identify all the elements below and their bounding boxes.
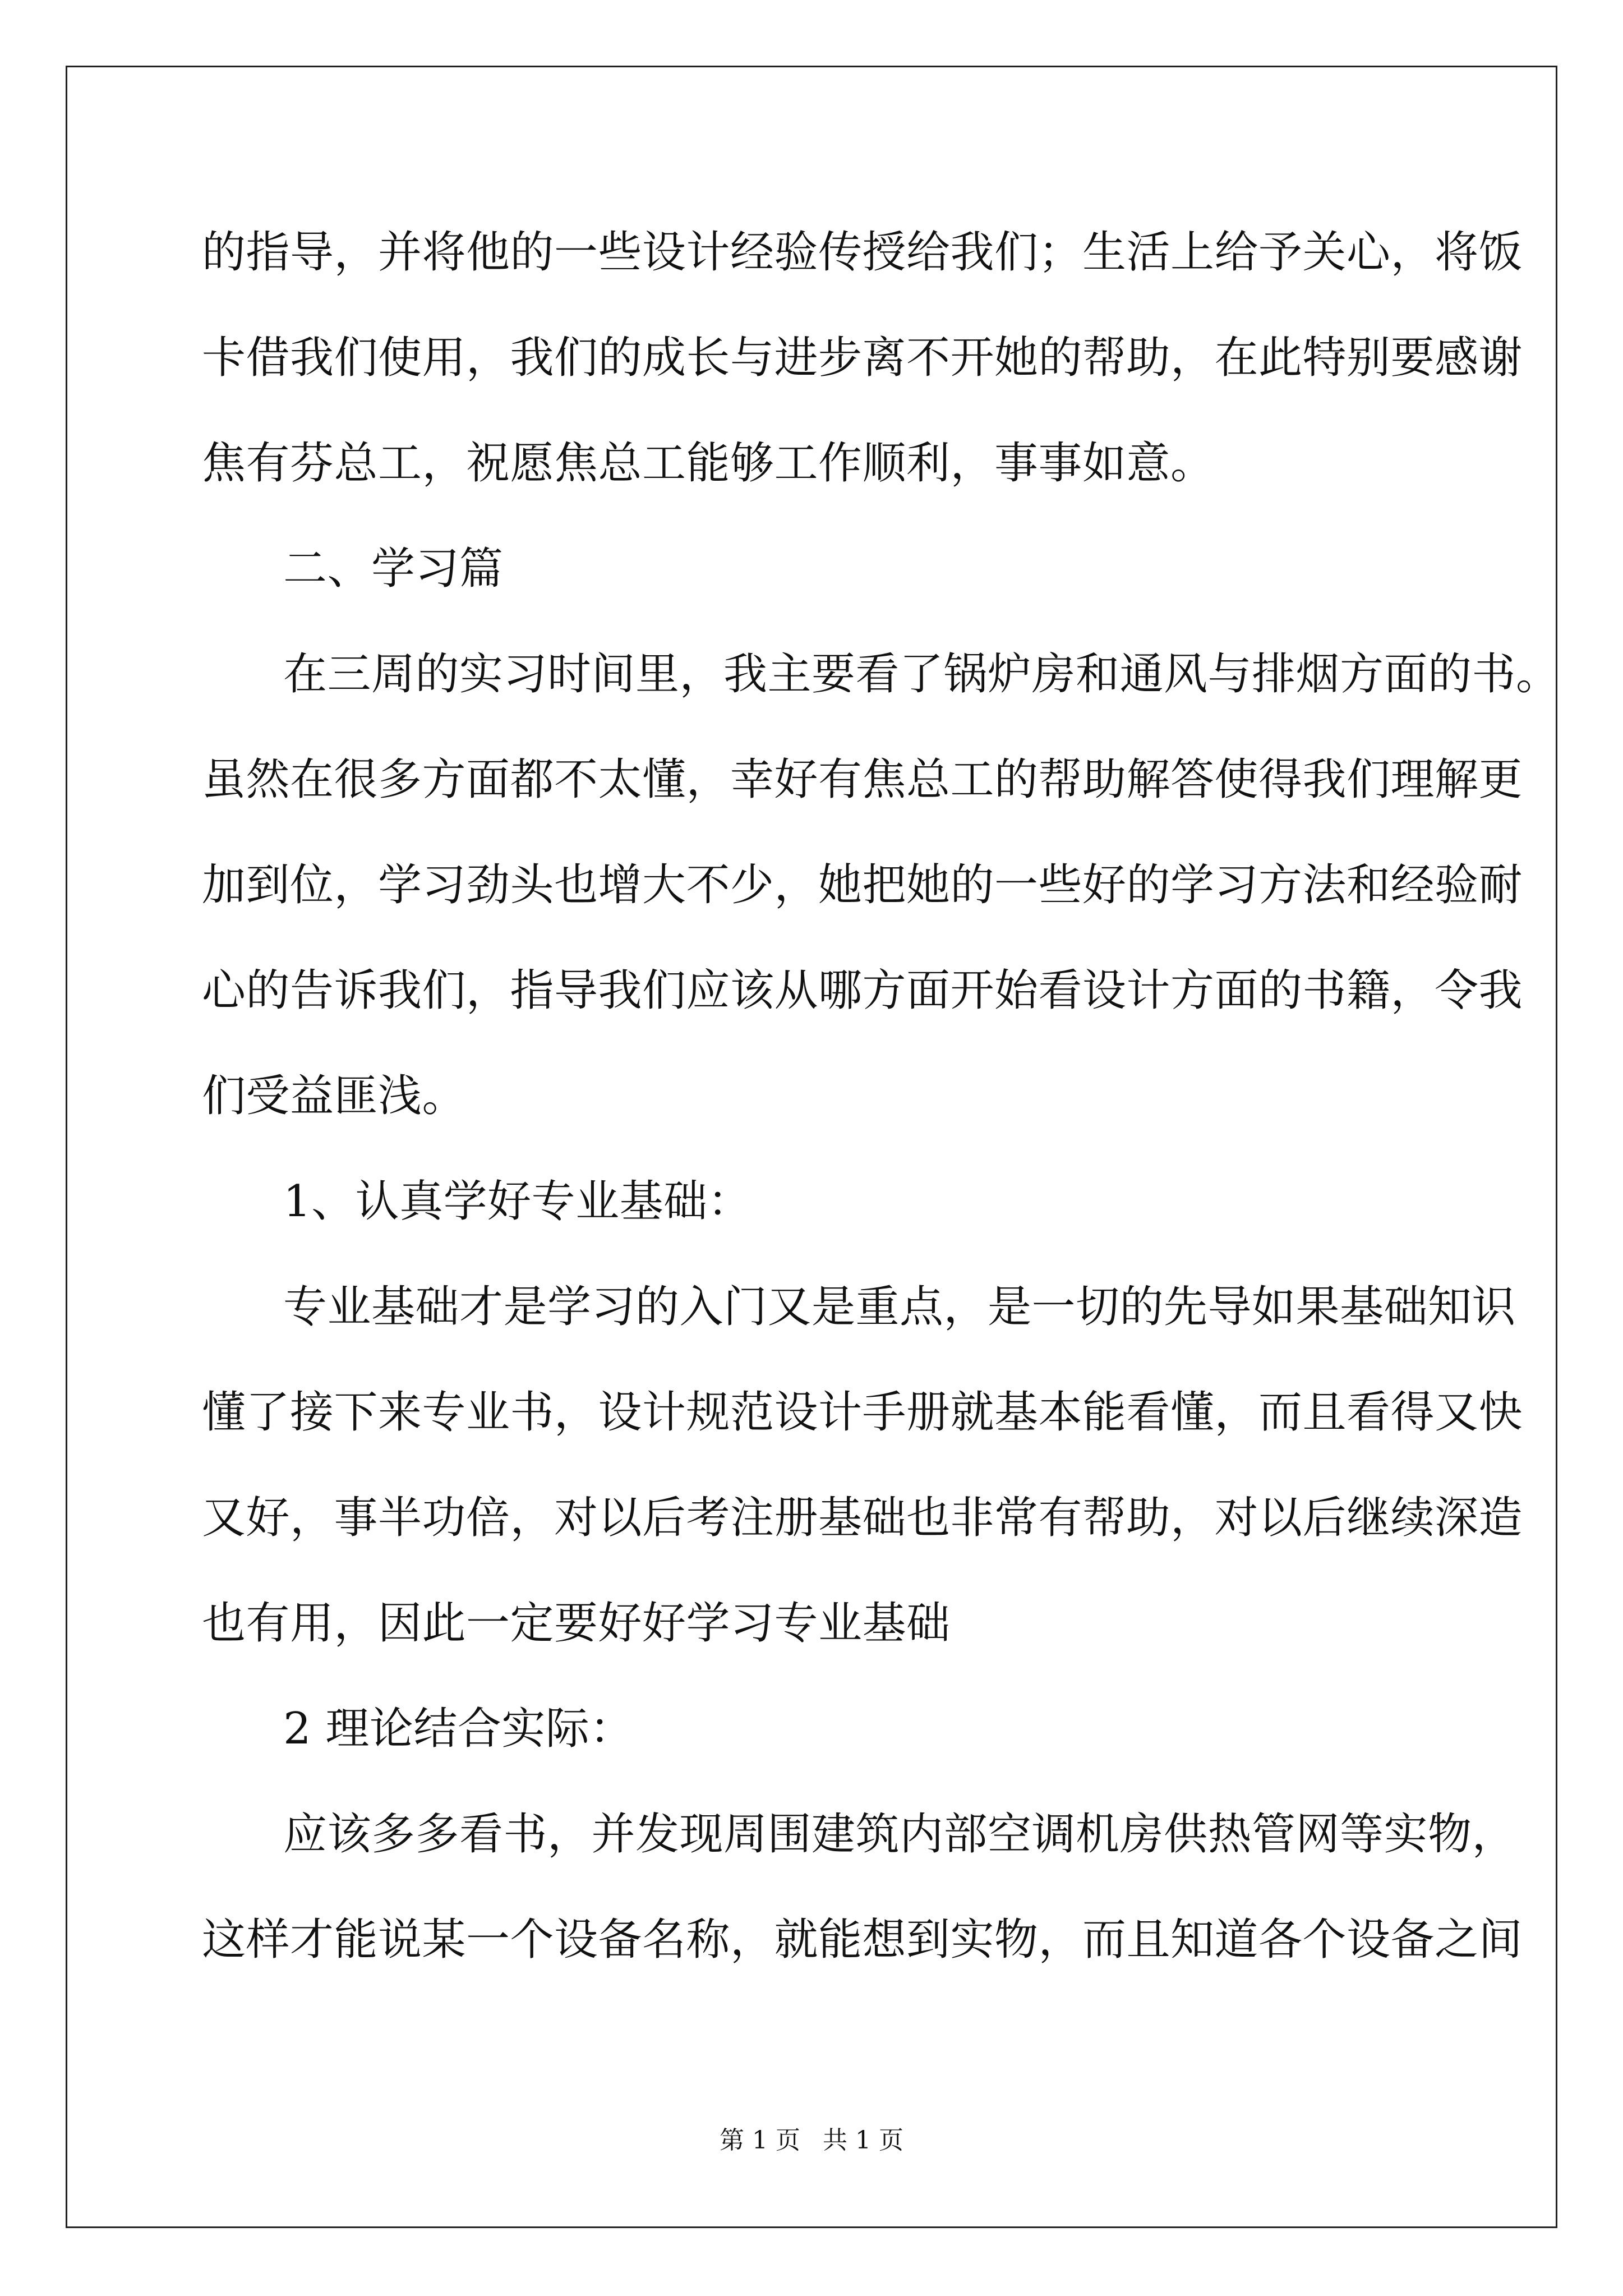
text-line: 专业基础才是学习的入门又是重点，是一切的先导如果基础知识 [283, 1282, 1516, 1332]
text-line: 应该多多看书，并发现周围建筑内部空调机房供热管网等实物， [283, 1809, 1516, 1860]
page-number: 第 1 页 [720, 2126, 800, 2155]
text-line: 们受益匪浅。 [202, 1071, 467, 1121]
text-line: 又好，事半功倍，对以后考注册基础也非常有帮助，对以后继续深造 [202, 1493, 1523, 1543]
text-line: 焦有芬总工，祝愿焦总工能够工作顺利，事事如意。 [202, 438, 1215, 489]
section-heading: 二、学习篇 [283, 544, 504, 594]
text-line: 加到位，学习劲头也增大不少，她把她的一些好的学习方法和经验耐 [202, 860, 1523, 910]
page-footer [0, 2125, 1623, 2156]
text-line: 虽然在很多方面都不太懂，幸好有焦总工的帮助解答使得我们理解更 [202, 754, 1523, 805]
text-line: 这样才能说某一个设备名称，就能想到实物，而且知道各个设备之间 [202, 1915, 1523, 1965]
page-border [66, 66, 1557, 2228]
text-line: 心的告诉我们，指导我们应该从哪方面开始看设计方面的书籍，令我 [202, 965, 1523, 1016]
page-total: 共 1 页 [823, 2126, 903, 2155]
text-line: 懂了接下来专业书，设计规范设计手册就基本能看懂，而且看得又快 [202, 1387, 1523, 1438]
text-line: 也有用，因此一定要好好学习专业基础 [202, 1598, 951, 1649]
subsection-heading: 2 理论结合实际： [283, 1704, 634, 1754]
subsection-heading: 1、认真学好专业基础： [283, 1176, 752, 1227]
text-line: 在三周的实习时间里，我主要看了锅炉房和通风与排烟方面的书。 [283, 649, 1560, 700]
text-line: 卡借我们使用，我们的成长与进步离不开她的帮助，在此特别要感谢 [202, 333, 1523, 383]
text-line: 的指导，并将他的一些设计经验传授给我们；生活上给予关心，将饭 [202, 227, 1523, 278]
